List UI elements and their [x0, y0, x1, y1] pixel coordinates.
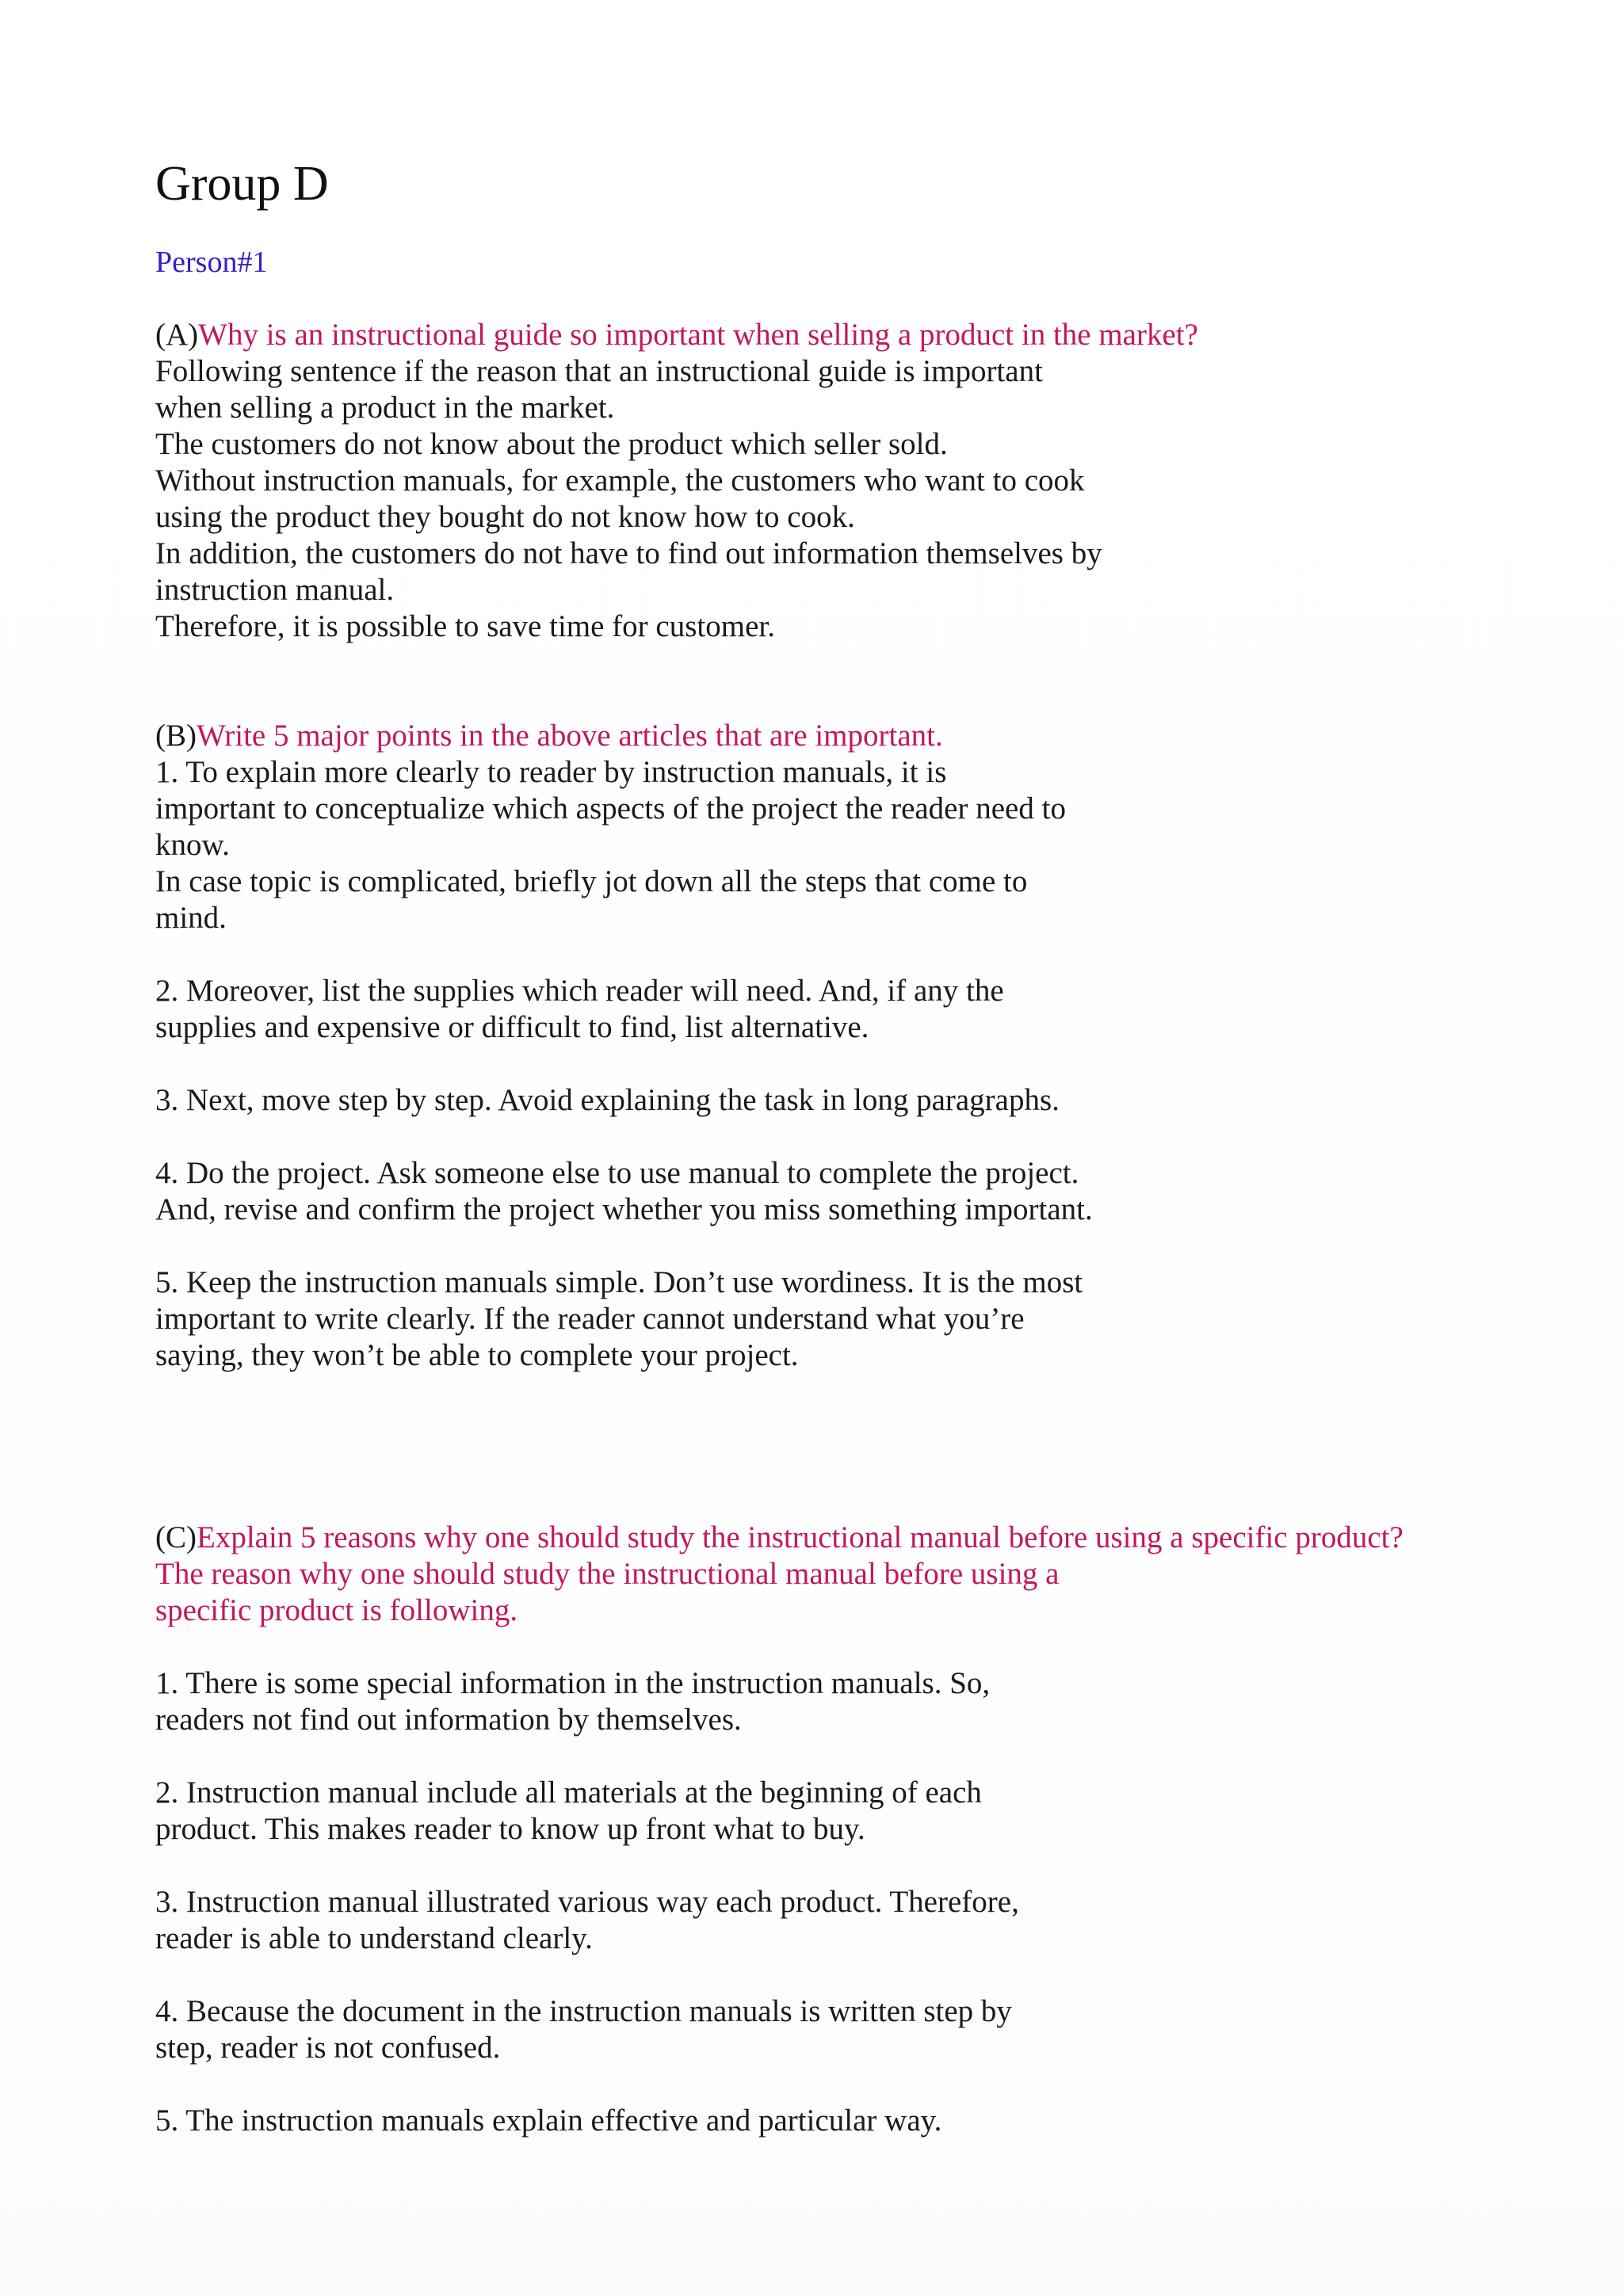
section-a-line: In addition, the customers do not have to find out information themselves by: [155, 536, 1102, 570]
section-b-question-line: [155, 718, 1503, 754]
section-a-label: (A): [155, 318, 199, 352]
section-a-line: instruction manual.: [155, 573, 395, 607]
section-b-point-2: 2. Moreover, list the supplies which reader will need. And, if any the: [155, 974, 1004, 1008]
section-c-intro: specific product is following.: [155, 1593, 518, 1627]
section-c: [155, 1520, 1503, 2139]
section-c-reason-2: product. This makes reader to know up front what to buy.: [155, 1812, 865, 1846]
section-c-question: Explain 5 reasons why one should study the instructional manual before using a specific product?: [197, 1520, 1403, 1554]
section-b-point-3: 3. Next, move step by step. Avoid explaining the task in long paragraphs.: [155, 1083, 1060, 1117]
page-title: Group D: [155, 157, 329, 211]
person-label: Person#1: [155, 246, 268, 279]
section-a-line: using the product they bought do not know how to cook.: [155, 500, 855, 534]
section-c-label: (C): [155, 1520, 197, 1554]
section-c-reason-4: 4. Because the document in the instruction manuals is written step by: [155, 1994, 1012, 2028]
document-content: [155, 155, 1503, 2139]
section-c-reason-3: reader is able to understand clearly.: [155, 1921, 593, 1955]
section-a-line: Without instruction manuals, for example, the customers who want to cook: [155, 463, 1085, 498]
section-b-point-5: important to write clearly. If the reader cannot understand what you’re: [155, 1302, 1025, 1336]
section-b-point-1: In case topic is complicated, briefly jot down all the steps that come to: [155, 864, 1028, 898]
section-c-reason-2: 2. Instruction manual include all materials at the beginning of each: [155, 1775, 982, 1810]
section-b-question: Write 5 major points in the above articles that are important.: [197, 719, 943, 753]
section-b-point-1: know.: [155, 828, 230, 862]
section-c-reason-5: 5. The instruction manuals explain effective and particular way.: [155, 2103, 942, 2138]
section-b-point-5: 5. Keep the instruction manuals simple. Don’t use wordiness. It is the most: [155, 1265, 1083, 1299]
section-b-point-4: 4. Do the project. Ask someone else to use manual to complete the project.: [155, 1156, 1079, 1190]
section-a-line: Therefore, it is possible to save time for customer.: [155, 609, 775, 643]
section-b-point-2: supplies and expensive or difficult to find, list alternative.: [155, 1010, 869, 1044]
section-b: [155, 718, 1503, 1374]
section-b-point-1: mind.: [155, 901, 227, 935]
section-a: [155, 317, 1503, 645]
section-a-line: The customers do not know about the product which seller sold.: [155, 427, 948, 461]
section-b-point-4: And, revise and confirm the project whether you miss something important.: [155, 1192, 1093, 1226]
section-a-question-line: [155, 317, 1503, 353]
section-c-intro: The reason why one should study the instructional manual before using a: [155, 1557, 1060, 1591]
section-b-label: (B): [155, 719, 197, 753]
section-c-reason-4: step, reader is not confused.: [155, 2031, 501, 2065]
section-a-line: Following sentence if the reason that an instructional guide is important: [155, 354, 1043, 388]
section-c-reason-1: readers not find out information by themselves.: [155, 1703, 742, 1737]
section-a-line: when selling a product in the market.: [155, 391, 615, 425]
section-a-question: Why is an instructional guide so important when selling a product in the market?: [198, 318, 1198, 352]
section-b-point-5: saying, they won’t be able to complete your project.: [155, 1338, 799, 1372]
section-c-reason-1: 1. There is some special information in the instruction manuals. So,: [155, 1666, 991, 1700]
section-b-point-1: important to conceptualize which aspects of the project the reader need to: [155, 791, 1066, 826]
section-c-question-line: [155, 1520, 1503, 1556]
section-b-point-1: 1. To explain more clearly to reader by instruction manuals, it is: [155, 755, 947, 789]
section-c-reason-3: 3. Instruction manual illustrated various way each product. Therefore,: [155, 1885, 1019, 1919]
